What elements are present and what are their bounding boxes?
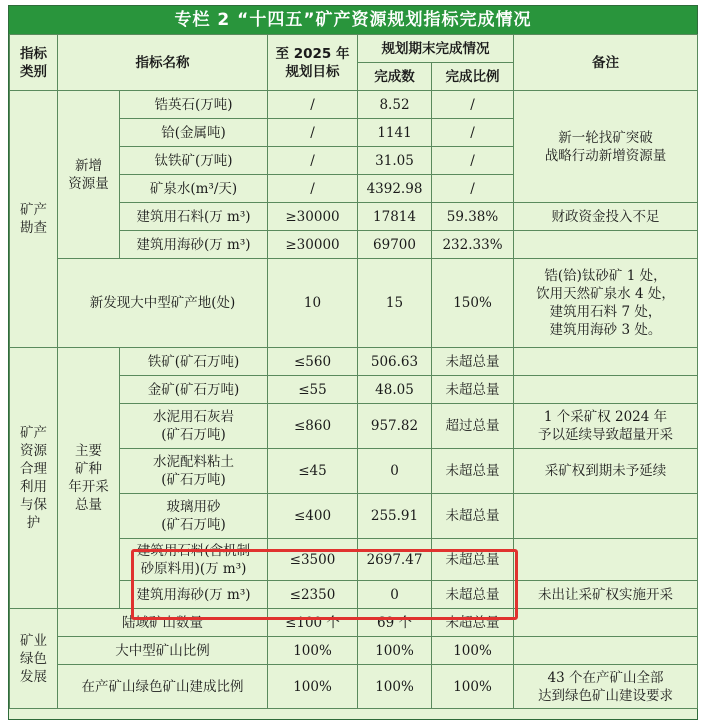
target-cell: ≥30000 [268, 203, 358, 231]
table-row [10, 637, 698, 665]
count-cell: 1141 [358, 119, 432, 147]
header-note: 备注 [514, 35, 698, 91]
indicator-name: 建筑用海砂(万 m³) [120, 231, 268, 259]
target-cell: / [268, 91, 358, 119]
target-cell: ≤560 [268, 348, 358, 376]
ratio-cell: 未超总量 [432, 494, 514, 539]
note-cell: 43 个在产矿山全部 达到绿色矿山建设要求 [514, 665, 698, 709]
count-cell: 17814 [358, 203, 432, 231]
indicator-name: 铁矿(矿石万吨) [120, 348, 268, 376]
ratio-cell: 100% [432, 665, 514, 709]
table-row [10, 609, 698, 637]
indicator-name: 大中型矿山比例 [58, 637, 268, 665]
ratio-cell: / [432, 175, 514, 203]
ratio-cell: / [432, 91, 514, 119]
note-cell: 新一轮找矿突破 战略行动新增资源量 [514, 91, 698, 203]
count-cell: 31.05 [358, 147, 432, 175]
indicator-name: 锆英石(万吨) [120, 91, 268, 119]
ratio-cell: 超过总量 [432, 404, 514, 449]
indicator-panel [8, 5, 698, 720]
target-cell: ≥30000 [268, 231, 358, 259]
target-cell: / [268, 119, 358, 147]
table-row [10, 348, 698, 376]
table-row [10, 259, 698, 348]
header-completion: 规划期末完成情况 [358, 35, 514, 63]
ratio-cell: 未超总量 [432, 348, 514, 376]
header-name: 指标名称 [58, 35, 268, 91]
target-cell: ≤860 [268, 404, 358, 449]
subcategory-cell: 新增 资源量 [58, 91, 120, 259]
note-cell [514, 376, 698, 404]
table-row [10, 665, 698, 709]
category-cell: 矿业 绿色 发展 [10, 609, 58, 709]
indicator-name: 陆域矿山数量 [58, 609, 268, 637]
count-cell: 48.05 [358, 376, 432, 404]
category-cell: 矿产 勘查 [10, 91, 58, 348]
note-cell: 1 个采矿权 2024 年 予以延续导致超量开采 [514, 404, 698, 449]
count-cell: 100% [358, 637, 432, 665]
ratio-cell: 未超总量 [432, 609, 514, 637]
header-target: 至 2025 年 规划目标 [268, 35, 358, 91]
count-cell: 2697.47 [358, 539, 432, 581]
indicator-name: 钛铁矿(万吨) [120, 147, 268, 175]
ratio-cell: 未超总量 [432, 376, 514, 404]
header-count: 完成数 [358, 63, 432, 91]
target-cell: ≤100 个 [268, 609, 358, 637]
subcategory-cell: 主要 矿种 年开采 总量 [58, 348, 120, 609]
indicator-name: 新发现大中型矿产地(处) [58, 259, 268, 348]
category-cell: 矿产 资源 合理 利用 与保 护 [10, 348, 58, 609]
ratio-cell: / [432, 147, 514, 175]
count-cell: 255.91 [358, 494, 432, 539]
ratio-cell: / [432, 119, 514, 147]
count-cell: 69700 [358, 231, 432, 259]
indicator-name: 玻璃用砂 (矿石万吨) [120, 494, 268, 539]
count-cell: 0 [358, 581, 432, 609]
indicator-name: 建筑用石料(含机制 砂原料用)(万 m³) [120, 539, 268, 581]
ratio-cell: 150% [432, 259, 514, 348]
target-cell: 100% [268, 637, 358, 665]
table-row [10, 91, 698, 119]
note-cell: 锆(铪)钛砂矿 1 处， 饮用天然矿泉水 4 处， 建筑用石料 7 处， 建筑用海砂 3 处。 [514, 259, 698, 348]
count-cell: 506.63 [358, 348, 432, 376]
target-cell: ≤45 [268, 449, 358, 494]
note-cell [514, 348, 698, 376]
target-cell: 10 [268, 259, 358, 348]
ratio-cell: 未超总量 [432, 449, 514, 494]
indicator-name: 水泥配料粘土 (矿石万吨) [120, 449, 268, 494]
note-cell: 财政资金投入不足 [514, 203, 698, 231]
note-cell: 采矿权到期未予延续 [514, 449, 698, 494]
count-cell: 69 个 [358, 609, 432, 637]
indicator-name: 金矿(矿石万吨) [120, 376, 268, 404]
count-cell: 957.82 [358, 404, 432, 449]
count-cell: 8.52 [358, 91, 432, 119]
target-cell: ≤3500 [268, 539, 358, 581]
indicator-name: 铪(金属吨) [120, 119, 268, 147]
count-cell: 0 [358, 449, 432, 494]
ratio-cell: 未超总量 [432, 581, 514, 609]
note-cell [514, 609, 698, 637]
target-cell: ≤400 [268, 494, 358, 539]
indicator-name: 建筑用海砂(万 m³) [120, 581, 268, 609]
indicator-name: 水泥用石灰岩 (矿石万吨) [120, 404, 268, 449]
target-cell: / [268, 147, 358, 175]
count-cell: 100% [358, 665, 432, 709]
note-cell [514, 539, 698, 581]
indicator-name: 矿泉水(m³/天) [120, 175, 268, 203]
count-cell: 15 [358, 259, 432, 348]
target-cell: 100% [268, 665, 358, 709]
note-cell [514, 494, 698, 539]
ratio-cell: 59.38% [432, 203, 514, 231]
note-cell [514, 637, 698, 665]
panel-title: 专栏 2 “十四五”矿产资源规划指标完成情况 [9, 6, 697, 34]
indicator-name: 建筑用石料(万 m³) [120, 203, 268, 231]
target-cell: ≤2350 [268, 581, 358, 609]
header-category: 指标 类别 [10, 35, 58, 91]
header-ratio: 完成比例 [432, 63, 514, 91]
count-cell: 4392.98 [358, 175, 432, 203]
indicator-name: 在产矿山绿色矿山建成比例 [58, 665, 268, 709]
ratio-cell: 232.33% [432, 231, 514, 259]
indicator-table [9, 34, 698, 709]
ratio-cell: 100% [432, 637, 514, 665]
ratio-cell: 未超总量 [432, 539, 514, 581]
target-cell: / [268, 175, 358, 203]
note-cell: 未出让采矿权实施开采 [514, 581, 698, 609]
note-cell [514, 231, 698, 259]
target-cell: ≤55 [268, 376, 358, 404]
header-row-1 [10, 35, 698, 63]
